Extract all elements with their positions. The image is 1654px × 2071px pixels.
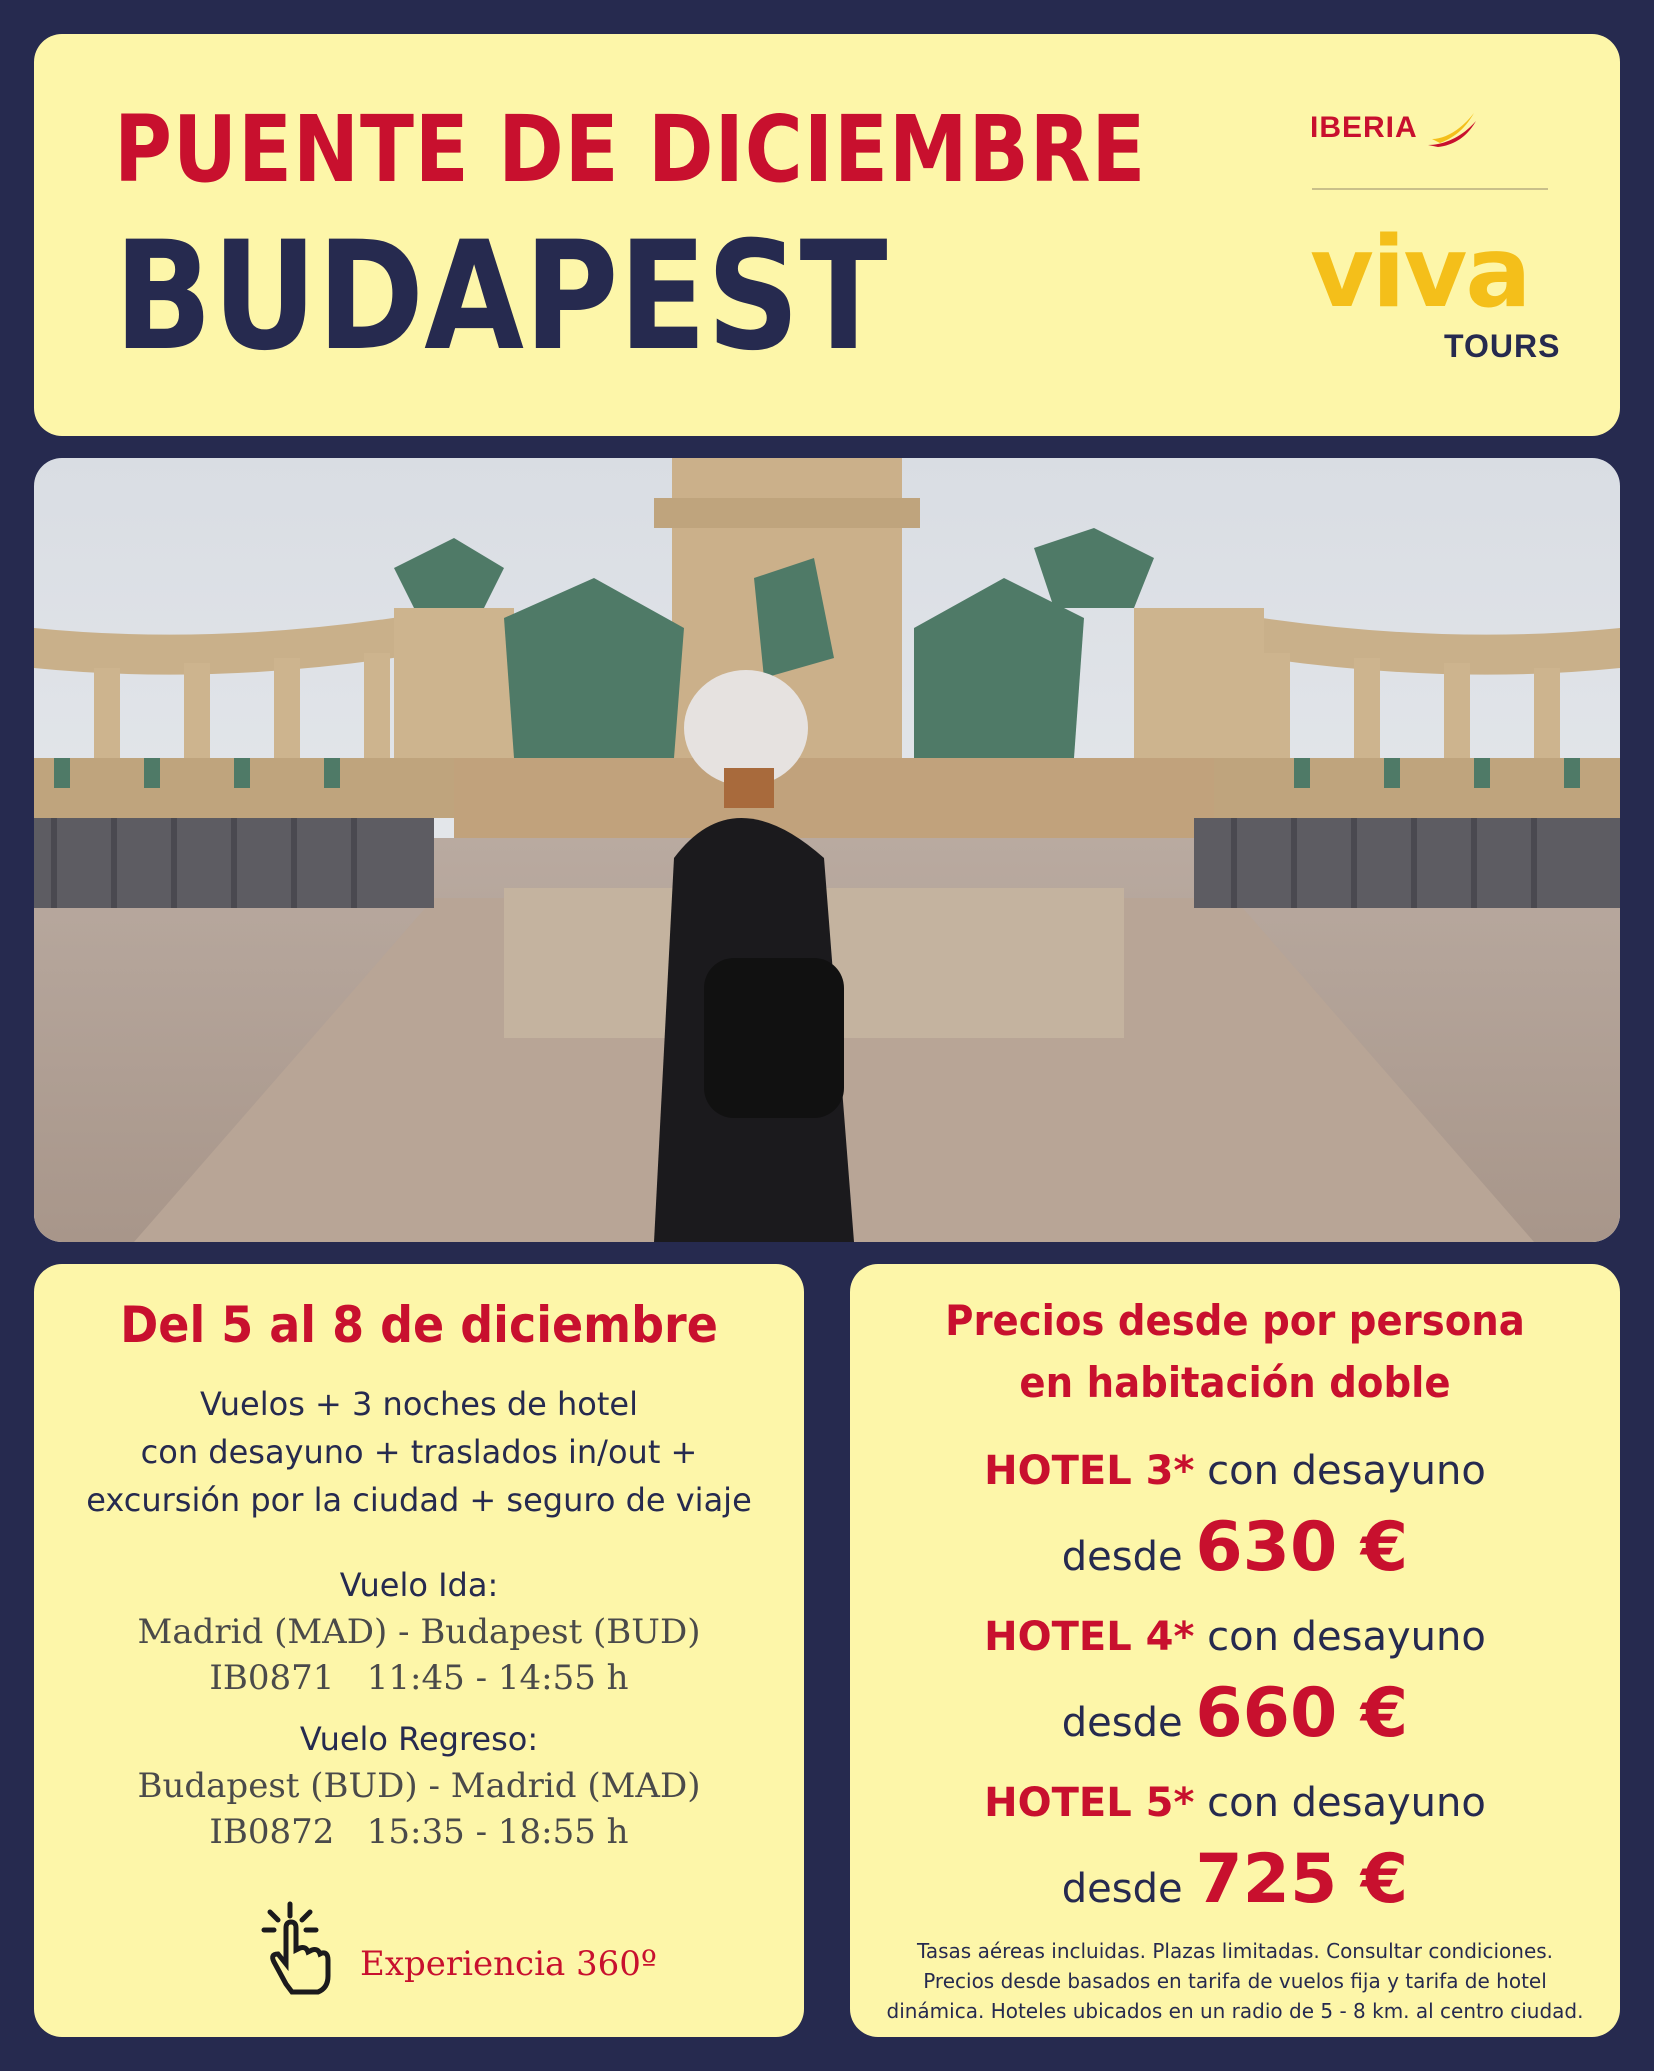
price-value: 660 € (1195, 1674, 1409, 1753)
hotel-4-star-option (850, 1614, 1620, 1660)
board-type: con desayuno (1207, 1614, 1486, 1660)
return-flight-label: Vuelo Regreso: (299, 1720, 539, 1758)
package-line: Vuelos + 3 noches de hotel (200, 1385, 638, 1423)
logo-divider (1312, 188, 1548, 190)
hand-pointer-icon[interactable] (256, 1900, 336, 2000)
prices-heading (881, 1290, 1589, 1414)
hotel-4-star-price (850, 1674, 1620, 1753)
price-value: 725 € (1195, 1840, 1409, 1919)
prices-heading-line: Precios desde por persona (945, 1296, 1525, 1345)
return-flight-route: Budapest (BUD) - Madrid (MAD) (137, 1766, 701, 1806)
experience-360-link[interactable]: Experiencia 360º (360, 1944, 657, 1984)
board-type: con desayuno (1207, 1780, 1486, 1826)
hotel-category: HOTEL 5* (984, 1780, 1195, 1826)
hotel-5-star-price (850, 1840, 1620, 1919)
prices-heading-line: en habitación doble (1019, 1358, 1451, 1407)
package-line: excursión por la ciudad + seguro de viaje (86, 1481, 752, 1519)
heroes-square-photo (34, 458, 1620, 1242)
outbound-flight-label: Vuelo Ida: (339, 1566, 499, 1604)
itinerary-panel (34, 1264, 804, 2037)
hotel-category: HOTEL 3* (984, 1448, 1195, 1494)
price-from-label: desde (1061, 1534, 1183, 1580)
viva-tours-logo-sub: TOURS (1444, 328, 1561, 364)
fine-print (870, 1936, 1600, 2026)
prices-panel (850, 1264, 1620, 2037)
fine-print-line: Precios desde basados en tarifa de vuelos fija y tarifa de hotel (923, 1969, 1547, 1993)
hotel-category: HOTEL 4* (984, 1614, 1195, 1660)
viva-logo: viva (1310, 216, 1530, 330)
outbound-flight-details: IB0871 11:45 - 14:55 h (209, 1658, 629, 1698)
header-panel (34, 34, 1620, 436)
return-flight-details: IB0872 15:35 - 18:55 h (209, 1812, 629, 1852)
hotel-3-star-option (850, 1448, 1620, 1494)
iberia-logo-text: IBERIA (1310, 111, 1418, 144)
travel-dates: Del 5 al 8 de diciembre (120, 1296, 718, 1354)
headline-event: PUENTE DE DICIEMBRE (114, 96, 1147, 203)
fine-print-line: Tasas aéreas incluidas. Plazas limitadas. Consultar condiciones. (916, 1939, 1554, 1963)
board-type: con desayuno (1207, 1448, 1486, 1494)
price-from-label: desde (1061, 1700, 1183, 1746)
headline-destination: BUDAPEST (114, 210, 888, 384)
package-line: con desayuno + traslados in/out + (140, 1433, 698, 1471)
hotel-3-star-price (850, 1508, 1620, 1587)
hotel-5-star-option (850, 1780, 1620, 1826)
iberia-logo (1310, 108, 1478, 148)
price-value: 630 € (1195, 1508, 1409, 1587)
iberia-wing-icon (1426, 109, 1478, 147)
outbound-flight-route: Madrid (MAD) - Budapest (BUD) (137, 1612, 701, 1652)
package-description (34, 1380, 804, 1524)
fine-print-line: dinámica. Hoteles ubicados en un radio de 5 - 8 km. al centro ciudad. (886, 1999, 1584, 2023)
price-from-label: desde (1061, 1866, 1183, 1912)
